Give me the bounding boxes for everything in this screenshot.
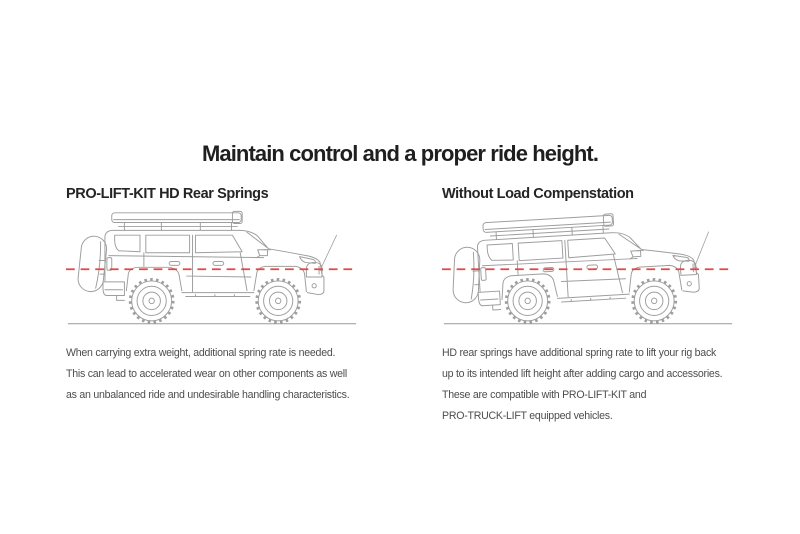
section-body-right (442, 343, 742, 427)
body-line: HD rear springs have additional spring rate to lift your rig back (442, 346, 717, 359)
vehicle-illustration-rear-sag (442, 206, 734, 331)
section-without-load-compensation (442, 186, 742, 427)
vehicle-illustration-level (66, 206, 358, 331)
body-line: These are compatible with PRO-LIFT-KIT and (442, 388, 647, 401)
body-line: PRO-TRUCK-LIFT equipped vehicles. (442, 409, 613, 422)
suv-wheels (130, 279, 299, 322)
body-line: up to its intended lift height after adding cargo and accessories. (442, 367, 723, 380)
suv-wheels (506, 279, 675, 322)
section-body-left (66, 343, 366, 406)
section-pro-lift-kit (66, 186, 366, 406)
suv-body-rear-sag (448, 208, 713, 312)
suv-level-drawing (66, 206, 358, 331)
section-heading-left: PRO-LIFT-KIT HD Rear Springs (66, 186, 269, 202)
body-line: When carrying extra weight, additional spring rate is needed. (66, 346, 336, 359)
suv-body-level (77, 211, 337, 300)
body-line: This can lead to accelerated wear on other components as well (66, 367, 347, 380)
suv-rear-sag-drawing (442, 206, 734, 331)
section-heading-right: Without Load Compenstation (442, 186, 634, 202)
body-line: as an unbalanced ride and undesirable handling characteristics. (66, 388, 350, 401)
page-title: Maintain control and a proper ride height. (201, 140, 599, 166)
